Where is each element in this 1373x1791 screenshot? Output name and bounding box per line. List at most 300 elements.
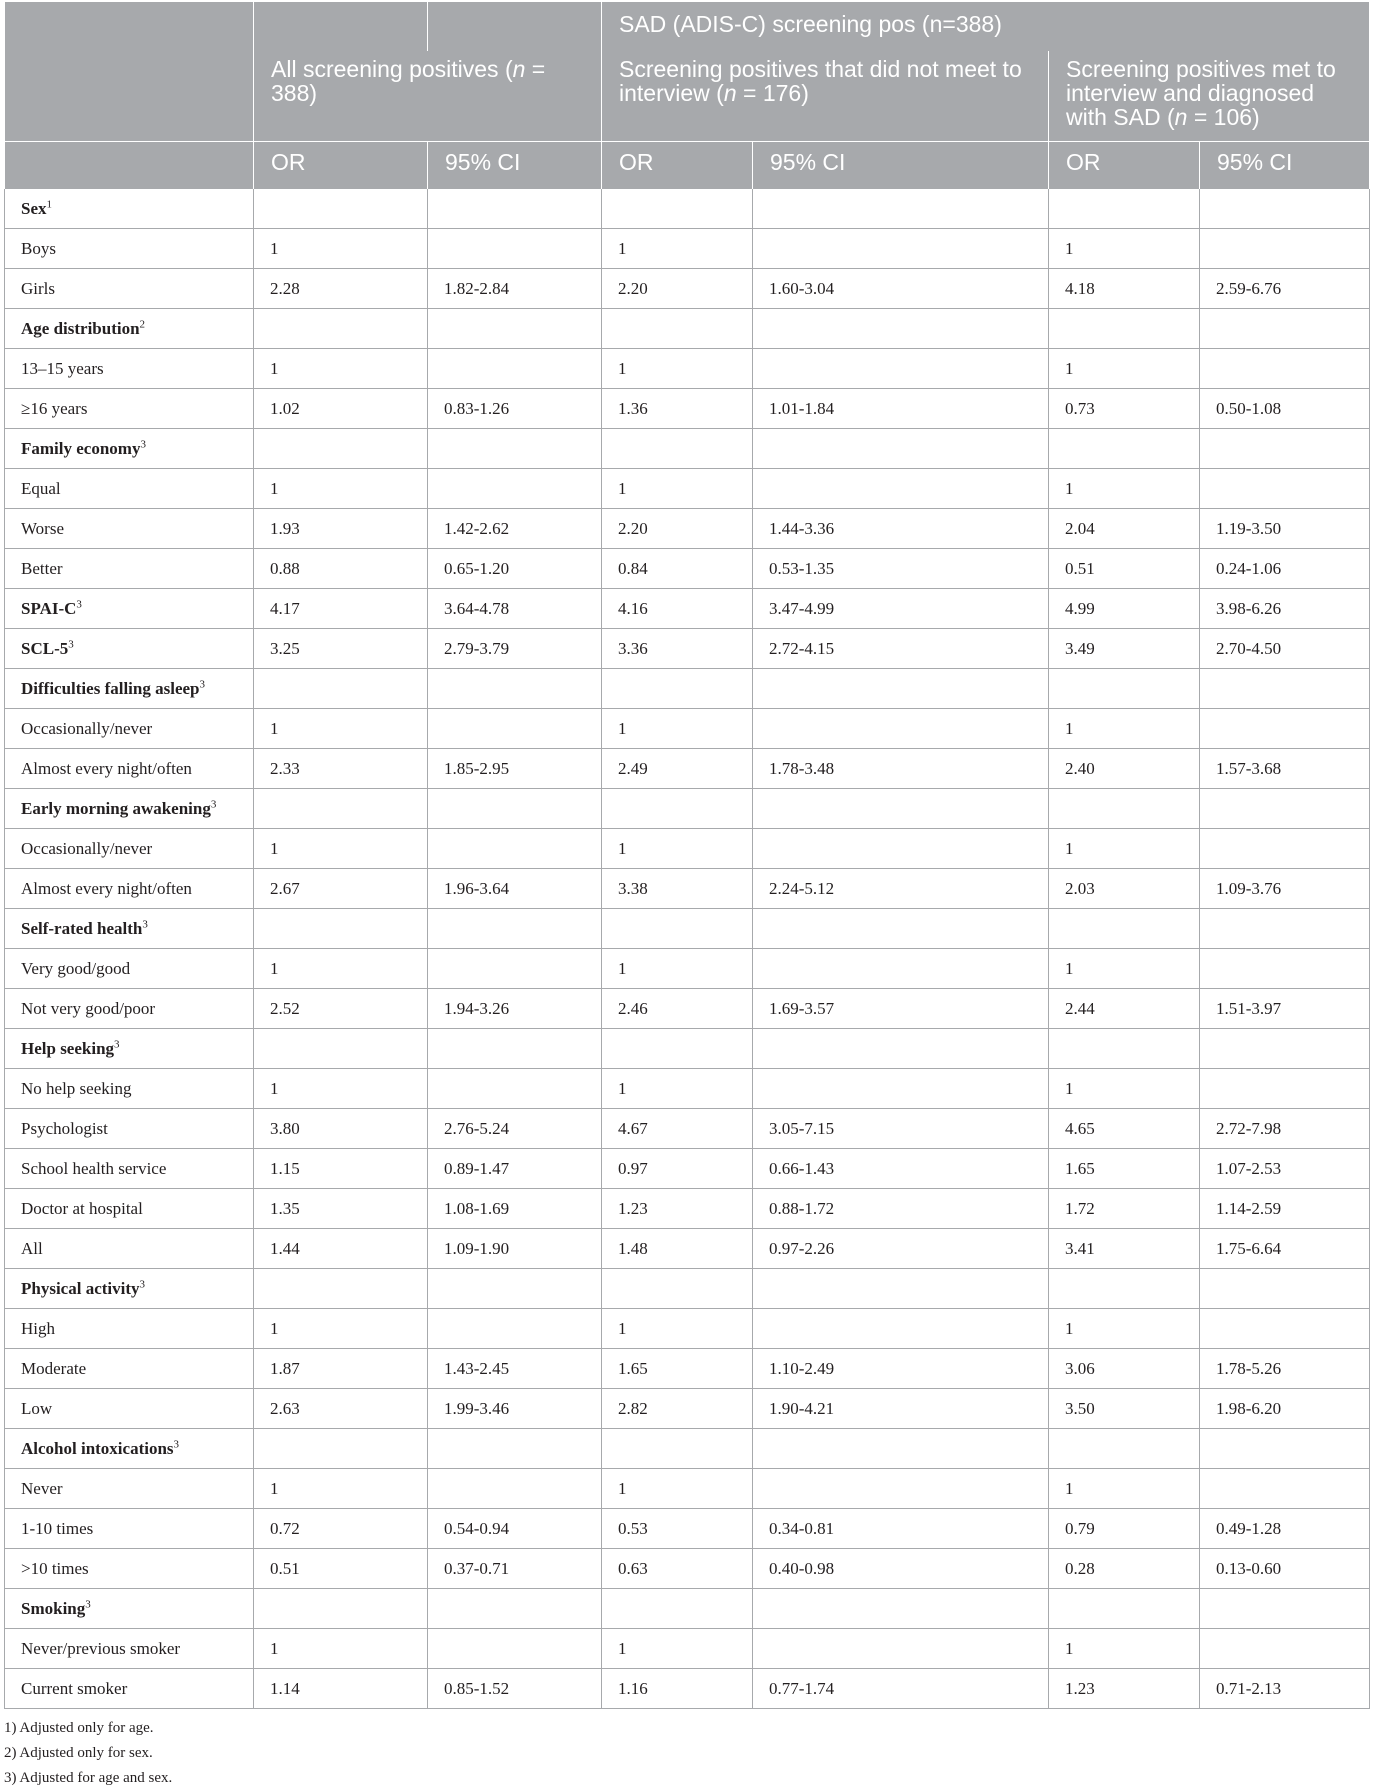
or-cell: 1 <box>1049 1309 1200 1349</box>
ci-cell: 2.72-4.15 <box>753 629 1049 669</box>
section-row <box>5 589 1370 629</box>
or-cell: 4.18 <box>1049 269 1200 309</box>
or-cell: 1.65 <box>1049 1149 1200 1189</box>
or-cell: 1.23 <box>1049 1669 1200 1709</box>
or-cell: 1 <box>254 949 428 989</box>
ci-cell <box>428 1029 602 1069</box>
or-cell: 4.65 <box>1049 1109 1200 1149</box>
ci-cell: 2.24-5.12 <box>753 869 1049 909</box>
section-label <box>5 909 254 949</box>
or-cell <box>602 1029 753 1069</box>
table-row <box>5 229 1370 269</box>
row-label-text: 13–15 years <box>21 358 104 378</box>
ci-cell: 2.76-5.24 <box>428 1109 602 1149</box>
or-cell <box>602 1589 753 1629</box>
row-label-text: All <box>21 1238 43 1258</box>
ci-cell: 1.09-3.76 <box>1200 869 1370 909</box>
table-row <box>5 349 1370 389</box>
or-cell <box>254 1029 428 1069</box>
row-label-text: Never <box>21 1478 63 1498</box>
ci-cell: 1.69-3.57 <box>753 989 1049 1029</box>
ci-header: 95% CI <box>1200 142 1370 189</box>
or-cell <box>254 909 428 949</box>
or-cell: 4.67 <box>602 1109 753 1149</box>
ci-cell <box>428 1589 602 1629</box>
or-cell: 1.72 <box>1049 1189 1200 1229</box>
or-cell <box>254 189 428 229</box>
ci-cell: 1.01-1.84 <box>753 389 1049 429</box>
section-row <box>5 629 1370 669</box>
ci-cell <box>1200 1029 1370 1069</box>
ci-cell <box>1200 309 1370 349</box>
ci-cell: 1.78-3.48 <box>753 749 1049 789</box>
ci-cell: 3.47-4.99 <box>753 589 1049 629</box>
ci-cell <box>753 1589 1049 1629</box>
section-label <box>5 309 254 349</box>
footnote-marker: 3 <box>76 597 82 610</box>
ci-cell <box>753 349 1049 389</box>
footnote-marker: 3 <box>142 917 148 930</box>
row-label <box>5 1189 254 1229</box>
or-cell: 2.04 <box>1049 509 1200 549</box>
or-cell: 1 <box>602 229 753 269</box>
or-cell <box>1049 909 1200 949</box>
or-cell: 1.48 <box>602 1229 753 1269</box>
or-cell: 1 <box>602 1629 753 1669</box>
table-row <box>5 549 1370 589</box>
table-row <box>5 269 1370 309</box>
column-header-all-positives: All screening positives (n = 388) <box>254 51 602 142</box>
ci-cell <box>428 229 602 269</box>
or-cell: 1 <box>254 349 428 389</box>
ci-cell <box>753 789 1049 829</box>
header-empty-cell <box>5 51 254 142</box>
section-label <box>5 189 254 229</box>
or-cell: 2.49 <box>602 749 753 789</box>
row-label-text: Difficulties falling asleep <box>21 678 200 698</box>
ci-cell <box>428 1309 602 1349</box>
section-row <box>5 309 1370 349</box>
ci-cell <box>428 909 602 949</box>
footnote-marker: 3 <box>140 437 146 450</box>
table-row <box>5 1349 1370 1389</box>
ci-cell <box>1200 1469 1370 1509</box>
row-label-text: No help seeking <box>21 1078 132 1098</box>
ci-cell: 1.51-3.97 <box>1200 989 1370 1029</box>
or-cell: 1 <box>1049 709 1200 749</box>
section-label <box>5 669 254 709</box>
or-cell: 3.38 <box>602 869 753 909</box>
ci-cell <box>428 709 602 749</box>
ci-cell <box>428 789 602 829</box>
or-cell <box>1049 1429 1200 1469</box>
or-cell: 1.44 <box>254 1229 428 1269</box>
or-cell <box>602 909 753 949</box>
or-cell: 1.14 <box>254 1669 428 1709</box>
row-label-text: Help seeking <box>21 1038 115 1058</box>
table-row <box>5 949 1370 989</box>
table-row <box>5 1509 1370 1549</box>
section-label <box>5 1269 254 1309</box>
ci-cell: 0.53-1.35 <box>753 549 1049 589</box>
ci-cell <box>428 1069 602 1109</box>
footnote-marker: 3 <box>210 797 217 810</box>
ci-cell: 1.85-2.95 <box>428 749 602 789</box>
row-label <box>5 229 254 269</box>
row-label-text: Equal <box>21 478 61 498</box>
row-label <box>5 709 254 749</box>
ci-cell: 0.66-1.43 <box>753 1149 1049 1189</box>
ci-cell: 0.89-1.47 <box>428 1149 602 1189</box>
or-cell <box>1049 189 1200 229</box>
table-row <box>5 1229 1370 1269</box>
ci-cell <box>428 429 602 469</box>
ci-cell <box>753 189 1049 229</box>
or-cell <box>254 309 428 349</box>
row-label-text: Alcohol intoxications <box>21 1438 174 1458</box>
footnote: 3) Adjusted for age and sex. <box>4 1770 173 1786</box>
ci-cell <box>428 1469 602 1509</box>
ci-cell <box>753 909 1049 949</box>
or-header: OR <box>254 142 428 189</box>
group-header: SAD (ADIS-C) screening pos (n=388) <box>602 2 1370 51</box>
row-label <box>5 1309 254 1349</box>
or-cell: 2.40 <box>1049 749 1200 789</box>
ci-cell <box>1200 709 1370 749</box>
section-label <box>5 1429 254 1469</box>
row-label <box>5 1229 254 1269</box>
row-label <box>5 829 254 869</box>
or-cell <box>602 189 753 229</box>
ci-cell <box>753 1029 1049 1069</box>
ci-cell: 1.14-2.59 <box>1200 1189 1370 1229</box>
row-label <box>5 1669 254 1709</box>
ci-cell: 3.98-6.26 <box>1200 589 1370 629</box>
or-cell: 1 <box>602 1069 753 1109</box>
row-label <box>5 1149 254 1189</box>
or-cell: 1 <box>1049 949 1200 989</box>
row-label-text: High <box>21 1318 55 1338</box>
ci-cell: 1.60-3.04 <box>753 269 1049 309</box>
row-label <box>5 1469 254 1509</box>
table-row <box>5 869 1370 909</box>
ci-cell <box>753 669 1049 709</box>
table-row <box>5 1109 1370 1149</box>
ci-cell <box>428 469 602 509</box>
footnote-marker: 3 <box>68 637 74 650</box>
header-empty-cell <box>5 2 254 51</box>
ci-cell: 0.37-0.71 <box>428 1549 602 1589</box>
row-label <box>5 549 254 589</box>
section-row <box>5 1029 1370 1069</box>
or-cell: 1 <box>1049 1069 1200 1109</box>
ci-cell <box>428 1629 602 1669</box>
row-label-text: Self-rated health <box>21 918 143 938</box>
row-label-text: School health service <box>21 1158 167 1178</box>
or-cell: 1 <box>1049 1629 1200 1669</box>
or-cell: 2.20 <box>602 269 753 309</box>
or-cell: 0.79 <box>1049 1509 1200 1549</box>
ci-cell <box>428 949 602 989</box>
ci-cell <box>753 709 1049 749</box>
table-row <box>5 829 1370 869</box>
ci-header: 95% CI <box>428 142 602 189</box>
footnote-marker: 3 <box>199 677 205 690</box>
row-label <box>5 869 254 909</box>
ci-cell <box>753 829 1049 869</box>
ci-cell <box>753 1069 1049 1109</box>
ci-cell <box>428 669 602 709</box>
table-row <box>5 1069 1370 1109</box>
ci-cell: 1.99-3.46 <box>428 1389 602 1429</box>
header-empty-cell <box>428 2 602 51</box>
row-label <box>5 989 254 1029</box>
row-label-text: Girls <box>21 278 55 298</box>
ci-cell <box>753 1309 1049 1349</box>
or-cell: 1.15 <box>254 1149 428 1189</box>
table-row <box>5 1189 1370 1229</box>
or-cell: 1 <box>1049 1469 1200 1509</box>
or-cell: 1 <box>254 709 428 749</box>
footnote-marker: 2 <box>139 317 146 330</box>
table-page <box>4 2 1369 1791</box>
ci-cell: 0.24-1.06 <box>1200 549 1370 589</box>
section-label <box>5 1029 254 1069</box>
or-cell: 3.80 <box>254 1109 428 1149</box>
or-cell: 3.36 <box>602 629 753 669</box>
or-cell: 3.25 <box>254 629 428 669</box>
ci-cell: 0.77-1.74 <box>753 1669 1049 1709</box>
ci-cell: 0.83-1.26 <box>428 389 602 429</box>
or-cell <box>602 669 753 709</box>
or-cell: 3.06 <box>1049 1349 1200 1389</box>
row-label-text: Very good/good <box>21 958 131 978</box>
section-label <box>5 629 254 669</box>
row-label-text: Low <box>21 1398 53 1418</box>
row-label-text: Never/previous smoker <box>21 1638 181 1658</box>
or-cell: 2.33 <box>254 749 428 789</box>
ci-cell <box>1200 469 1370 509</box>
ci-cell: 2.59-6.76 <box>1200 269 1370 309</box>
section-label <box>5 589 254 629</box>
ci-cell: 1.42-2.62 <box>428 509 602 549</box>
table-row <box>5 749 1370 789</box>
ci-cell <box>753 309 1049 349</box>
or-cell: 1 <box>602 1469 753 1509</box>
table-row <box>5 509 1370 549</box>
or-cell: 1 <box>254 1309 428 1349</box>
or-cell: 0.97 <box>602 1149 753 1189</box>
or-cell: 2.46 <box>602 989 753 1029</box>
row-label <box>5 1509 254 1549</box>
ci-cell <box>1200 909 1370 949</box>
section-label <box>5 789 254 829</box>
or-cell <box>254 789 428 829</box>
ci-cell <box>428 1269 602 1309</box>
ci-cell <box>753 1629 1049 1669</box>
row-label-text: Early morning awakening <box>21 798 211 818</box>
footnote-marker: 3 <box>173 1437 180 1450</box>
or-cell: 1 <box>1049 469 1200 509</box>
column-header-diagnosed-sad: Screening positives met to interview and diagnosed with SAD (n = 106) <box>1049 51 1370 142</box>
or-cell: 2.52 <box>254 989 428 1029</box>
ci-cell: 1.57-3.68 <box>1200 749 1370 789</box>
or-cell: 0.88 <box>254 549 428 589</box>
ci-cell: 3.64-4.78 <box>428 589 602 629</box>
or-cell <box>1049 1029 1200 1069</box>
ci-cell: 0.85-1.52 <box>428 1669 602 1709</box>
footnote-marker: 3 <box>85 1597 91 1610</box>
row-label <box>5 1389 254 1429</box>
or-cell <box>254 1269 428 1309</box>
ci-cell: 1.07-2.53 <box>1200 1149 1370 1189</box>
row-label-text: Occasionally/never <box>21 718 153 738</box>
row-label <box>5 1629 254 1669</box>
ci-cell <box>753 1269 1049 1309</box>
ci-cell <box>1200 1069 1370 1109</box>
row-label <box>5 349 254 389</box>
or-cell: 1 <box>1049 349 1200 389</box>
or-cell <box>602 429 753 469</box>
row-label-text: SCL-5 <box>21 638 69 658</box>
ci-cell: 1.19-3.50 <box>1200 509 1370 549</box>
or-cell <box>1049 789 1200 829</box>
row-label-text: Moderate <box>21 1358 87 1378</box>
or-cell <box>254 1589 428 1629</box>
or-cell: 1 <box>254 1629 428 1669</box>
ci-cell: 0.88-1.72 <box>753 1189 1049 1229</box>
row-label <box>5 509 254 549</box>
ci-cell: 0.54-0.94 <box>428 1509 602 1549</box>
or-cell: 1.02 <box>254 389 428 429</box>
ci-cell <box>1200 1429 1370 1469</box>
ci-cell <box>428 309 602 349</box>
or-cell <box>254 669 428 709</box>
table-row <box>5 1669 1370 1709</box>
ci-cell <box>1200 189 1370 229</box>
ci-cell: 1.43-2.45 <box>428 1349 602 1389</box>
ci-cell <box>1200 949 1370 989</box>
ci-cell <box>753 429 1049 469</box>
ci-cell: 1.98-6.20 <box>1200 1389 1370 1429</box>
header-empty-cell <box>5 142 254 189</box>
ci-cell: 0.65-1.20 <box>428 549 602 589</box>
section-row <box>5 429 1370 469</box>
ci-cell: 1.96-3.64 <box>428 869 602 909</box>
section-row <box>5 189 1370 229</box>
row-label <box>5 949 254 989</box>
or-cell: 3.50 <box>1049 1389 1200 1429</box>
ci-cell: 0.97-2.26 <box>753 1229 1049 1269</box>
or-cell: 0.84 <box>602 549 753 589</box>
table-body <box>5 189 1370 1709</box>
section-row <box>5 1429 1370 1469</box>
or-cell <box>1049 1269 1200 1309</box>
ci-cell <box>1200 829 1370 869</box>
ci-cell <box>753 1429 1049 1469</box>
or-cell <box>1049 669 1200 709</box>
ci-cell: 3.05-7.15 <box>753 1109 1049 1149</box>
row-label <box>5 469 254 509</box>
ci-cell <box>428 829 602 869</box>
table-row <box>5 709 1370 749</box>
or-cell <box>602 1429 753 1469</box>
ci-cell: 0.50-1.08 <box>1200 389 1370 429</box>
ci-cell: 1.09-1.90 <box>428 1229 602 1269</box>
ci-cell <box>1200 669 1370 709</box>
or-cell: 0.28 <box>1049 1549 1200 1589</box>
or-cell: 1.87 <box>254 1349 428 1389</box>
table-row <box>5 1309 1370 1349</box>
or-cell <box>602 789 753 829</box>
ci-cell: 2.70-4.50 <box>1200 629 1370 669</box>
or-cell: 0.51 <box>254 1549 428 1589</box>
row-label-text: Smoking <box>21 1598 86 1618</box>
ci-cell: 1.44-3.36 <box>753 509 1049 549</box>
or-cell: 1 <box>254 1069 428 1109</box>
or-cell: 1 <box>254 229 428 269</box>
ci-cell: 0.40-0.98 <box>753 1549 1049 1589</box>
ci-cell <box>428 349 602 389</box>
row-label-text: Psychologist <box>21 1118 108 1138</box>
or-cell <box>602 309 753 349</box>
section-row <box>5 789 1370 829</box>
or-cell: 1.36 <box>602 389 753 429</box>
row-label-text: ≥16 years <box>21 398 88 418</box>
or-cell: 0.72 <box>254 1509 428 1549</box>
or-cell <box>1049 429 1200 469</box>
or-cell <box>254 1429 428 1469</box>
row-label <box>5 269 254 309</box>
or-cell <box>602 1269 753 1309</box>
row-label-text: Occasionally/never <box>21 838 153 858</box>
ci-cell: 1.75-6.64 <box>1200 1229 1370 1269</box>
table-row <box>5 389 1370 429</box>
or-cell: 3.41 <box>1049 1229 1200 1269</box>
section-row <box>5 909 1370 949</box>
row-label <box>5 1549 254 1589</box>
ci-cell: 0.71-2.13 <box>1200 1669 1370 1709</box>
or-cell: 1 <box>602 469 753 509</box>
or-cell: 1 <box>1049 829 1200 869</box>
footnote: 1) Adjusted only for age. <box>4 1720 154 1736</box>
ci-cell: 1.10-2.49 <box>753 1349 1049 1389</box>
footnote-marker: 3 <box>114 1037 120 1050</box>
ci-cell: 1.78-5.26 <box>1200 1349 1370 1389</box>
row-label <box>5 1109 254 1149</box>
or-cell: 2.44 <box>1049 989 1200 1029</box>
or-cell: 1 <box>602 709 753 749</box>
ci-cell <box>1200 1269 1370 1309</box>
row-label <box>5 1349 254 1389</box>
or-cell: 0.53 <box>602 1509 753 1549</box>
row-label <box>5 389 254 429</box>
ci-cell <box>1200 229 1370 269</box>
row-label-text: Age distribution <box>21 318 140 338</box>
row-label-text: SPAI-C <box>21 598 77 618</box>
footnote-marker: 1 <box>46 197 52 210</box>
or-cell <box>1049 309 1200 349</box>
ci-cell: 1.90-4.21 <box>753 1389 1049 1429</box>
ci-cell <box>753 1469 1049 1509</box>
ci-cell: 2.72-7.98 <box>1200 1109 1370 1149</box>
ci-cell <box>753 229 1049 269</box>
table-row <box>5 1469 1370 1509</box>
ci-cell: 1.08-1.69 <box>428 1189 602 1229</box>
row-label-text: Family economy <box>21 438 141 458</box>
row-label-text: >10 times <box>21 1558 89 1578</box>
section-label <box>5 429 254 469</box>
